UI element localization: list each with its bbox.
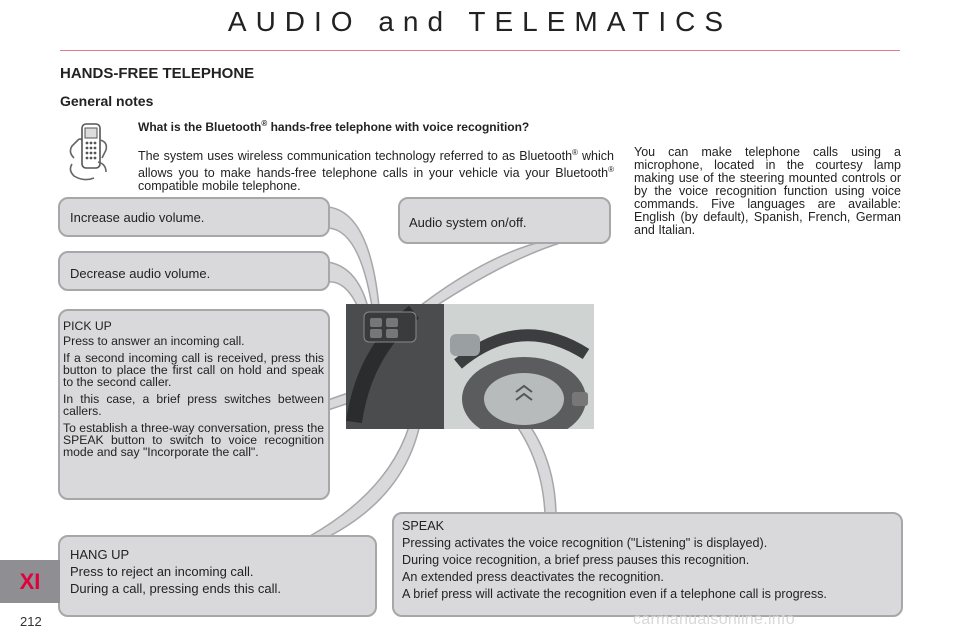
decrease-volume-callout bbox=[58, 251, 330, 291]
watermark: carmanualsonline.info bbox=[633, 611, 795, 628]
sub-heading: General notes bbox=[60, 93, 154, 109]
hangup-line: Press to reject an incoming call. bbox=[70, 564, 254, 579]
pickup-line: If a second incoming call is received, press this button to place the first call on hold and speak to the second caller. bbox=[63, 351, 324, 389]
page-number: 212 bbox=[20, 614, 42, 629]
pickup-title: PICK UP bbox=[63, 319, 112, 333]
callout-text: Decrease audio volume. bbox=[70, 266, 211, 281]
speak-line: During voice recognition, a brief press pauses this recognition. bbox=[402, 553, 750, 567]
steering-wheel-photo bbox=[346, 304, 594, 429]
speak-line: Pressing activates the voice recognition ("Listening" is displayed). bbox=[402, 536, 768, 550]
callout-text: Audio system on/off. bbox=[409, 215, 527, 230]
hangup-line: During a call, pressing ends this call. bbox=[70, 581, 281, 596]
pickup-line: To establish a three-way conversation, press the SPEAK button to switch to voice recognition mode and say "Incorporate the call". bbox=[63, 421, 324, 459]
audio-onoff-callout bbox=[398, 197, 611, 244]
speak-title: SPEAK bbox=[402, 519, 444, 533]
speak-line: An extended press deactivates the recognition. bbox=[402, 570, 664, 584]
voice-commands-paragraph: You can make telephone calls using a microphone, located in the courtesy lamp making use of the steering mounted controls or by the voice recognition function using voice commands. Five languages are available: English (by default), Spanish, French, German and Italian. bbox=[634, 145, 901, 237]
callout-text: Increase audio volume. bbox=[70, 210, 205, 225]
intro-paragraph: The system uses wireless communication technology referred to as Bluetooth® which allows you to make hands-free telephone calls in your vehicle via your Bluetooth® compatible mobile telephone. bbox=[138, 148, 614, 194]
pickup-line: In this case, a brief press switches between callers. bbox=[63, 392, 324, 418]
pickup-callout bbox=[58, 309, 330, 500]
speak-callout bbox=[392, 512, 903, 617]
speak-line: A brief press will activate the recognition even if a telephone call is progress. bbox=[402, 587, 827, 601]
hangup-callout bbox=[58, 535, 377, 617]
hangup-title: HANG UP bbox=[70, 547, 130, 562]
pickup-line: Press to answer an incoming call. bbox=[63, 334, 245, 348]
page-title: AUDIO and TELEMATICS bbox=[227, 6, 733, 37]
chapter-tab: XI bbox=[0, 560, 60, 603]
section-heading: HANDS-FREE TELEPHONE bbox=[60, 65, 255, 82]
increase-volume-callout bbox=[58, 197, 330, 237]
bluetooth-question: What is the Bluetooth® hands-free telephone with voice recognition? bbox=[138, 119, 530, 134]
